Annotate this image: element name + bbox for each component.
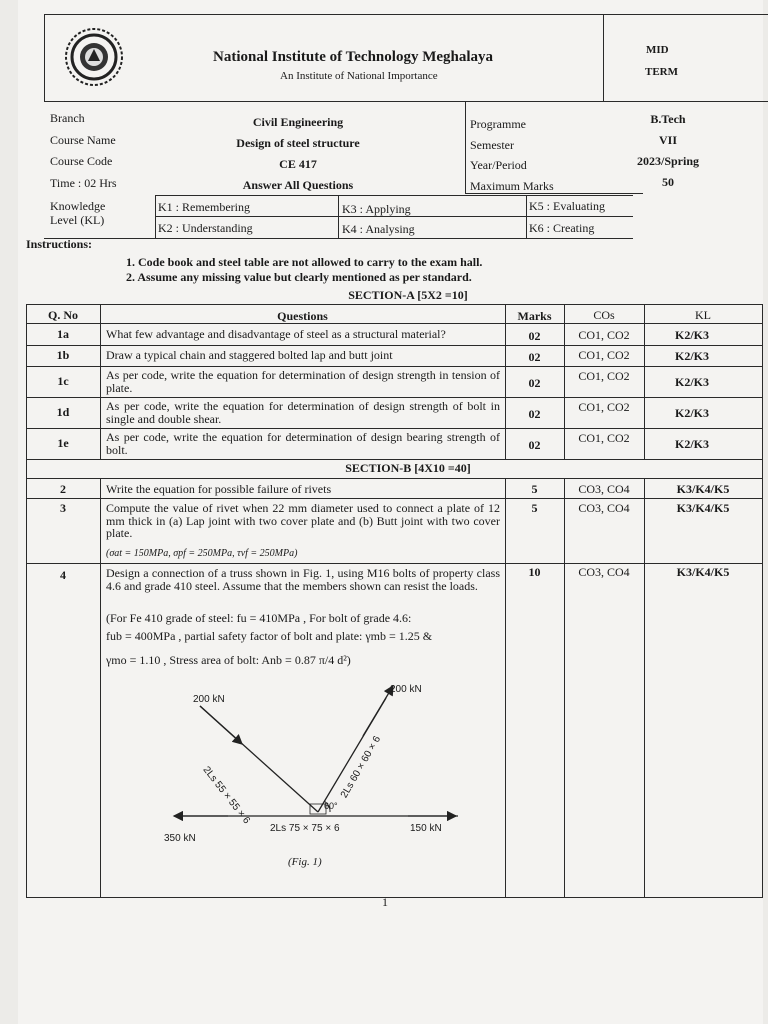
question-text: Compute the value of rivet when 22 mm diameter used to connect a plate of 12 mm thick in (a) Lap joint with two cover plate and (b) Butt joint with two cover plate.: [106, 501, 500, 540]
section-b-title: SECTION-B [4X10 =40]: [345, 461, 471, 475]
question-number: 1a: [57, 327, 69, 341]
question-marks: 10: [528, 565, 541, 579]
question-cos: CO1, CO2: [578, 431, 630, 445]
programme-label: Programme: [470, 117, 526, 131]
header-kl: KL: [695, 308, 711, 322]
question-cos: CO1, CO2: [578, 348, 630, 362]
question-number: 1d: [56, 405, 70, 419]
question-constants: (σat = 150MPa, σpf = 250MPa, τvf = 250MPa): [106, 548, 298, 559]
page-number: 1: [382, 895, 388, 909]
year-label: Year/Period: [470, 158, 527, 172]
question-marks: 02: [528, 329, 541, 343]
kl-k1: K1 : Remembering: [158, 200, 250, 214]
question-marks: 02: [528, 376, 541, 390]
truss-figure: [138, 680, 478, 840]
header-qno: Q. No: [48, 308, 78, 322]
question-kl: K3/K4/K5: [676, 482, 730, 496]
question-text: Write the equation for possible failure of rivets: [106, 482, 332, 496]
course-name-label: Course Name: [50, 133, 116, 147]
instructions-title: Instructions:: [26, 237, 93, 251]
question-kl: K2/K3: [674, 375, 709, 389]
question-kl: K3/K4/K5: [676, 501, 730, 515]
kl-k4: K4 : Analysing: [342, 222, 415, 236]
instruction-item-1: 1. Code book and steel table are not allowed to carry to the exam hall.: [126, 255, 483, 269]
time-label: Time : 02 Hrs: [50, 176, 117, 190]
bottom-member-label: 2Ls 75 × 75 × 6: [270, 823, 340, 834]
force-left-label: 350 kN: [164, 833, 196, 844]
question-constants-line1: (For Fe 410 grade of steel: fu = 410MPa , For bolt of grade 4.6:: [106, 611, 412, 625]
question-cos: CO1, CO2: [578, 369, 630, 383]
angle-label: 60°: [324, 801, 338, 811]
branch-value: Civil Engineering: [252, 115, 344, 129]
question-kl: K2/K3: [674, 406, 709, 420]
question-constants-line2: fub = 400MPa , partial safety factor of bolt and plate: γmb = 1.25 &: [106, 629, 433, 643]
question-text: As per code, write the equation for determination of design strength in tension of plate.: [106, 368, 500, 395]
max-marks-value: 50: [662, 175, 674, 189]
question-cos: CO1, CO2: [578, 328, 630, 342]
load-right-label: 200 kN: [390, 684, 422, 695]
question-number: 1c: [57, 374, 69, 388]
question-kl: K2/K3: [674, 437, 709, 451]
question-cos: CO3, CO4: [578, 482, 630, 496]
institute-subtitle: An Institute of National Importance: [280, 70, 438, 82]
question-constants-line3: γmo = 1.10 , Stress area of bolt: Anb = 0.87 π/4 d²): [106, 653, 351, 667]
section-a-title: SECTION-A [5X2 =10]: [348, 288, 468, 302]
header-cos: COs: [593, 308, 615, 322]
question-number: 4: [60, 568, 66, 582]
question-marks: 5: [531, 501, 538, 515]
question-text: What few advantage and disadvantage of steel as a structural material?: [106, 327, 446, 341]
question-cos: CO3, CO4: [578, 565, 630, 579]
semester-value: VII: [658, 133, 677, 147]
semester-label: Semester: [470, 138, 514, 152]
knowledge-label-line2: Level (KL): [50, 213, 105, 227]
question-number: 1e: [57, 436, 69, 450]
exam-type-line1: MID: [646, 44, 669, 56]
programme-value: B.Tech: [650, 112, 686, 126]
kl-k6: K6 : Creating: [529, 221, 595, 235]
load-left-label: 200 kN: [193, 694, 225, 705]
question-kl: K2/K3: [674, 349, 709, 363]
kl-k5: K5 : Evaluating: [529, 199, 605, 213]
left-load-arrow: [200, 706, 242, 744]
question-marks: 02: [528, 438, 541, 452]
kl-k3: K3 : Applying: [342, 202, 411, 216]
knowledge-label-line1: Knowledge: [50, 199, 106, 213]
instruction-item-2: 2. Assume any missing value but clearly mentioned as per standard.: [126, 270, 472, 284]
course-code-label: Course Code: [50, 154, 113, 168]
header-marks: Marks: [517, 309, 552, 323]
question-cos: CO1, CO2: [578, 400, 630, 414]
question-number: 1b: [56, 348, 70, 362]
question-kl: K3/K4/K5: [676, 565, 730, 579]
year-value: 2023/Spring: [636, 154, 699, 168]
course-name-value: Design of steel structure: [236, 136, 360, 150]
institute-name: National Institute of Technology Meghalaya: [213, 49, 494, 65]
question-text: Design a connection of a truss shown in Fig. 1, using M16 bolts of property class 4.6 and grade 410 steel. Assume that the members shown can resist the loads.: [106, 566, 500, 593]
max-marks-label: Maximum Marks: [470, 179, 554, 193]
question-number: 2: [60, 482, 66, 496]
time-value: Answer All Questions: [242, 178, 354, 192]
kl-k2: K2 : Understanding: [158, 221, 253, 235]
figure-caption: (Fig. 1): [288, 856, 322, 868]
exam-type-line2: TERM: [645, 66, 678, 78]
question-number: 3: [60, 501, 66, 515]
question-kl: K2/K3: [674, 328, 709, 342]
question-text: As per code, write the equation for determination of design bearing strength of bolt.: [106, 430, 500, 457]
question-marks: 02: [528, 350, 541, 364]
question-marks: 02: [528, 407, 541, 421]
member-left-label: 2Ls 55 × 55 × 6: [200, 764, 253, 827]
member-right-label: 2Ls 60 × 60 × 6: [338, 734, 384, 800]
question-text: As per code, write the equation for determination of design strength of bolt in single and double shear.: [106, 399, 500, 426]
question-cos: CO3, CO4: [578, 501, 630, 515]
question-text: Draw a typical chain and staggered bolted lap and butt joint: [106, 348, 393, 362]
branch-label: Branch: [50, 111, 85, 125]
question-marks: 5: [531, 482, 538, 496]
force-right-label: 150 kN: [410, 823, 442, 834]
header-questions: Questions: [277, 309, 328, 323]
course-code-value: CE 417: [279, 157, 317, 171]
institute-logo: [64, 27, 124, 87]
right-load-arrow: [363, 686, 393, 736]
exam-paper: [18, 0, 763, 1024]
